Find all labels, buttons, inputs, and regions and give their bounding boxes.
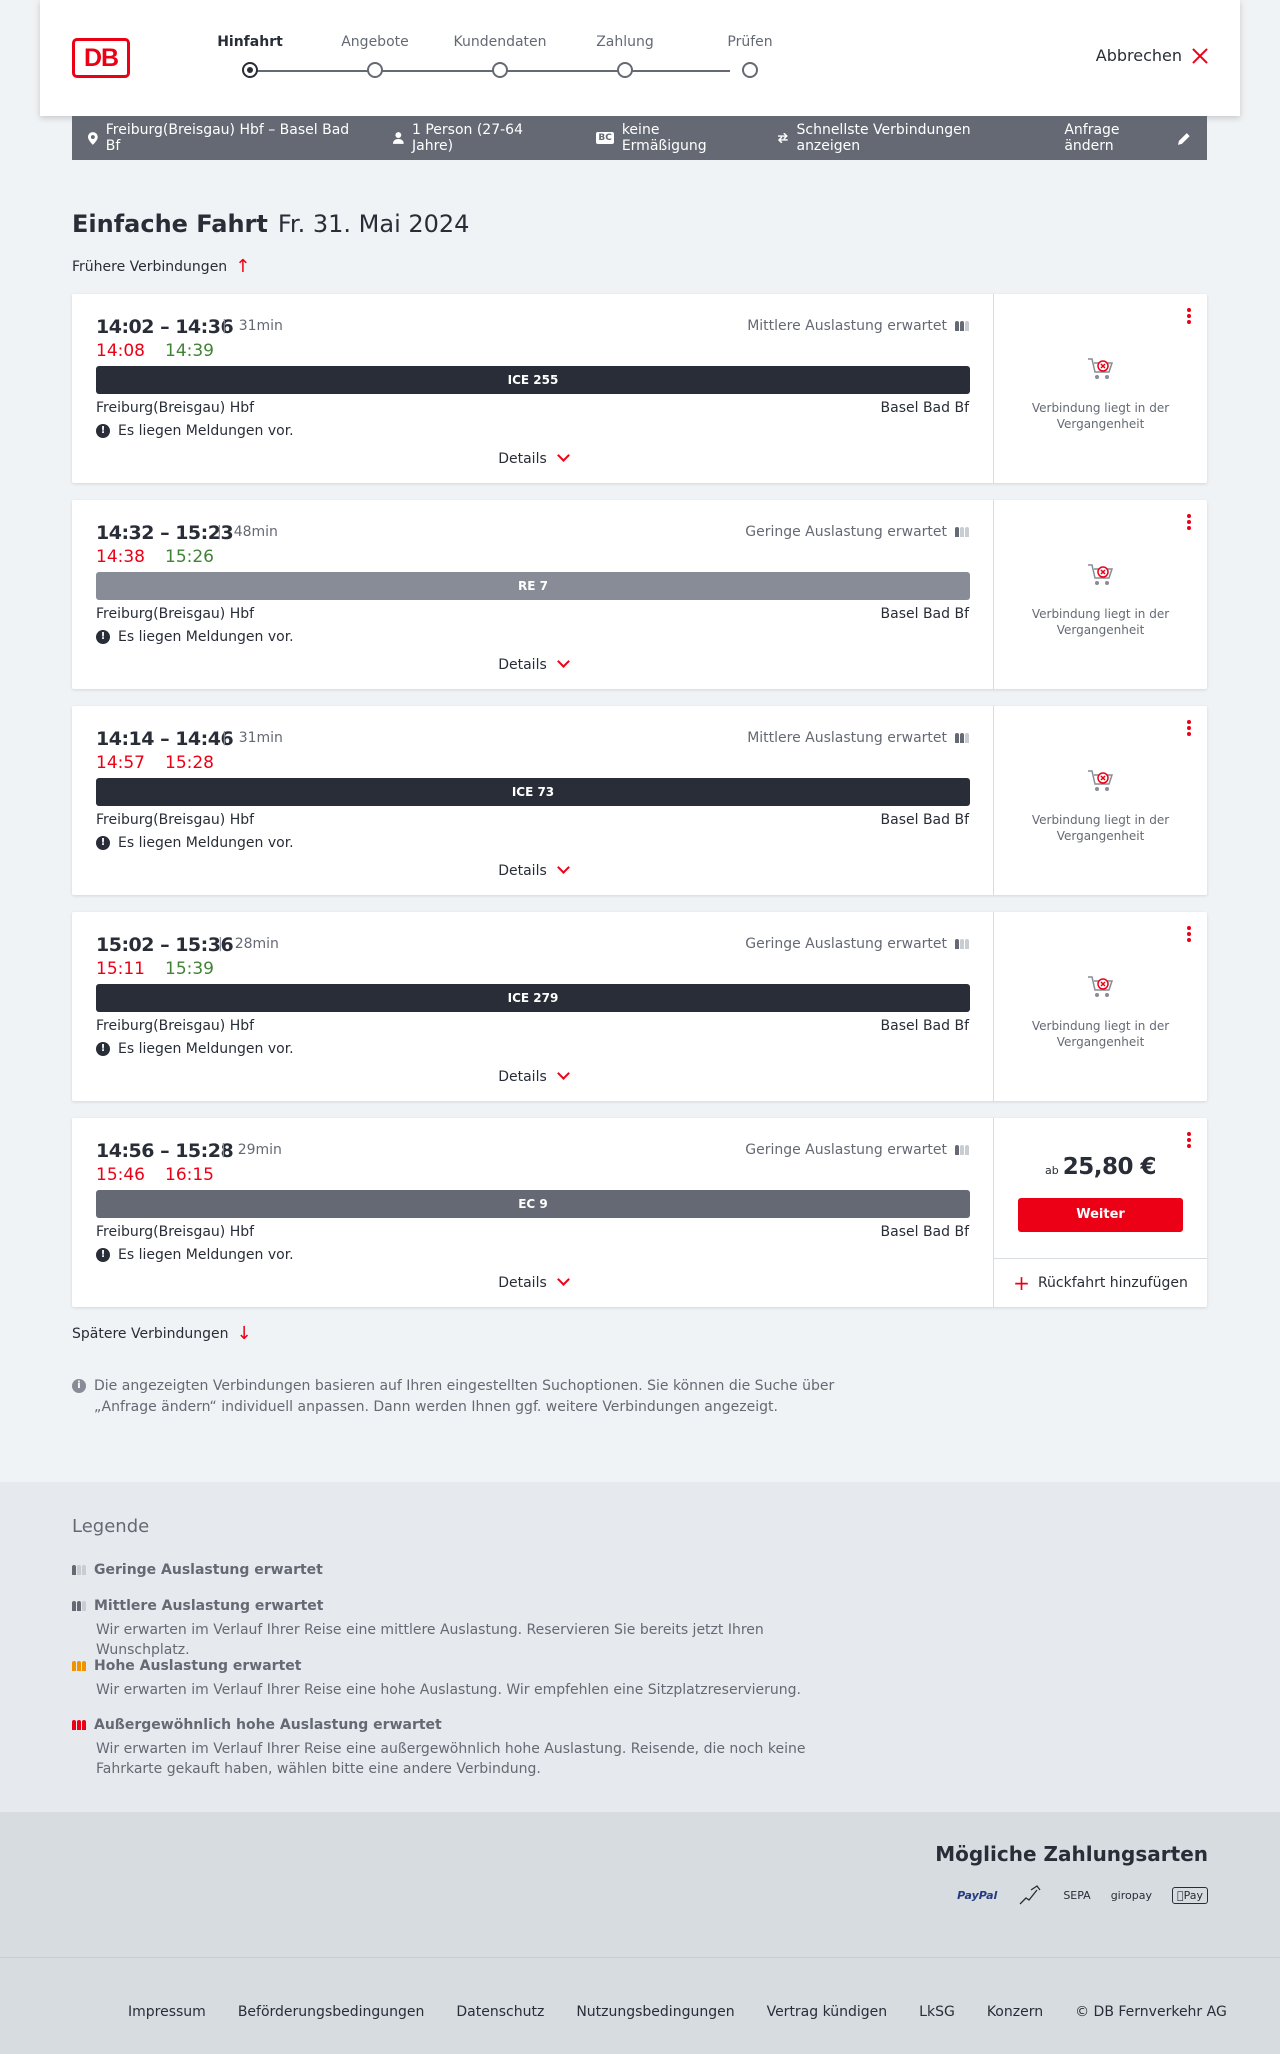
departure-station: Freiburg(Breisgau) Hbf [96,606,255,622]
realtime-arrival: 15:39 [165,959,214,979]
duration: | 31min [222,318,283,334]
train-bar: ICE 73 [96,778,970,806]
occupancy-info [747,318,969,334]
price [994,1154,1207,1180]
chevron-down-icon [557,861,570,874]
realtime-departure: 14:38 [96,547,145,567]
apple-pay-icon [1172,1887,1208,1904]
legend-item-desc: Wir erwarten im Verlauf Ihrer Reise eine außergewöhnlich hohe Auslastung. Reisende, die noch keine Fahrkarte gekauft haben, wählen bitte eine andere Verbindung. [96,1741,806,1777]
details-label: Details [498,657,547,673]
more-options-icon[interactable] [1187,926,1191,942]
train-bar: RE 7 [96,572,970,600]
connection-card [72,500,1207,689]
step-dot [367,62,383,78]
past-connection-text: Verbindung liegt in der Vergangenheit [1031,813,1170,843]
apple-pay-label: Pay [1183,1888,1203,1902]
more-options-icon[interactable] [1187,308,1191,324]
occupancy-info [745,936,969,952]
chevron-down-icon [557,1067,570,1080]
footer-links [128,2004,1227,2020]
occupancy-low-icon [955,939,969,949]
discount-text: keine Ermäßigung [621,122,707,154]
legend-section [0,1482,1280,1812]
planned-times: 15:02 – 15:36 [96,934,234,956]
realtime-departure: 15:46 [96,1165,145,1185]
step-zahlung [563,34,687,78]
realtime-times [96,341,214,361]
fastest-text: Schnellste Verbindungen anzeigen [796,122,971,154]
notice-text: Es liegen Meldungen vor. [118,1041,294,1057]
swap-arrows-icon [777,133,789,143]
occupancy-text: Mittlere Auslastung erwartet [747,318,947,334]
train-bar: ICE 279 [96,984,970,1012]
departure-station: Freiburg(Breisgau) Hbf [96,1018,255,1034]
offer-panel [994,294,1207,483]
occupancy-low-icon [955,527,969,537]
chevron-down-icon [557,449,570,462]
legend-item-desc: Wir erwarten im Verlauf Ihrer Reise eine hohe Auslastung. Wir empfehlen eine Sitzplatzreservierung. [96,1682,801,1698]
step-pruefen [688,34,812,78]
past-connection-text: Verbindung liegt in der Vergangenheit [1031,1019,1170,1049]
occupancy-text: Mittlere Auslastung erwartet [747,730,947,746]
notice [96,629,294,645]
planned-times: 14:02 – 14:36 [96,316,234,338]
footer-link-konzern[interactable]: Konzern [986,2004,1044,2020]
connection-card [72,294,1207,483]
planned-times: 14:14 – 14:46 [96,728,234,750]
arrival-station: Basel Bad Bf [880,812,969,828]
step-label: Hinfahrt [217,34,283,50]
giropay-icon: giropay [1110,1888,1152,1902]
legend-item-medium [72,1598,852,1660]
credit-card-hand-icon [1017,1884,1043,1906]
change-request-button[interactable] [1064,122,1191,154]
close-icon [1192,48,1208,64]
train-bar: ICE 255 [96,366,970,394]
payment-methods-section [0,1812,1280,1957]
planned-times: 14:56 – 15:28 [96,1140,234,1162]
occupancy-text: Geringe Auslastung erwartet [745,1142,947,1158]
occupancy-medium-icon [72,1601,86,1611]
occupancy-low-icon [72,1565,86,1575]
fastest-option [777,122,1033,154]
details-toggle[interactable] [72,1069,994,1085]
traveller-text: 1 Person (27-64 Jahre) [411,122,523,154]
legend-item-title: Außergewöhnlich hohe Auslastung erwartet [94,1717,442,1733]
price-value: 25,80 € [1062,1154,1156,1180]
details-label: Details [498,863,547,879]
footer [0,1957,1280,2054]
payment-icons [957,1884,1208,1906]
duration: | 31min [222,730,283,746]
occupancy-text: Geringe Auslastung erwartet [745,936,947,952]
continue-button[interactable]: Weiter [1018,1198,1183,1232]
more-options-icon[interactable] [1187,720,1191,736]
person-icon [393,132,404,144]
footer-link-datenschutz[interactable]: Datenschutz [456,2004,545,2020]
occupancy-high-icon [72,1661,86,1671]
cart-unavailable-icon [1086,562,1116,588]
connection-main[interactable] [72,294,994,483]
offer-panel [994,912,1207,1101]
realtime-times [96,1165,214,1185]
notice-text: Es liegen Meldungen vor. [118,1247,294,1263]
step-label: Prüfen [727,34,773,50]
duration: | 48min [217,524,278,540]
footer-link-lksg[interactable]: LkSG [919,2004,955,2020]
occupancy-extreme-icon [72,1720,86,1730]
alert-icon: ! [96,836,110,850]
notice-text: Es liegen Meldungen vor. [118,835,294,851]
more-options-icon[interactable] [1187,1132,1191,1148]
notice [96,1041,294,1057]
notice-text: Es liegen Meldungen vor. [118,629,294,645]
traveller-summary [393,122,564,154]
realtime-arrival: 15:26 [165,547,214,567]
notice [96,1247,294,1263]
departure-station: Freiburg(Breisgau) Hbf [96,400,255,416]
train-bar: EC 9 [96,1190,970,1218]
change-request-label: Anfrage ändern [1064,122,1120,154]
chevron-down-icon [557,1273,570,1286]
more-options-icon[interactable] [1187,514,1191,530]
pencil-icon [1178,132,1191,145]
discount-summary [596,122,744,154]
occupancy-medium-icon [955,321,969,331]
step-angebote [313,34,437,78]
duration: | 29min [221,1142,282,1158]
occupancy-low-icon [955,1145,969,1155]
legend-item-title: Geringe Auslastung erwartet [94,1562,323,1578]
details-label: Details [498,1275,547,1291]
legend-item-desc: Wir erwarten im Verlauf Ihrer Reise eine mittlere Auslastung. Reservieren Sie bereits jetzt Ihren Wunschplatz. [96,1622,764,1658]
notice [96,423,294,439]
cancel-label: Abbrechen [1095,46,1182,65]
later-label: Spätere Verbindungen [72,1326,229,1342]
page-title [72,210,469,238]
note-text: Die angezeigten Verbindungen basieren auf Ihren eingestellten Suchoptionen. Sie können die Suche über „Anfrage ändern“ individuell anpassen. Dann werden Ihnen ggf. weitere Verbindungen angezeigt. [94,1378,835,1415]
footer-copyright: © DB Fernverkehr AG [1075,2004,1227,2020]
arrival-station: Basel Bad Bf [880,1018,969,1034]
connection-main[interactable] [72,500,994,689]
cart-unavailable-icon [1086,768,1116,794]
connection-main[interactable] [72,912,994,1101]
connection-card [72,912,1207,1101]
trip-date: Fr. 31. Mai 2024 [277,210,470,238]
connection-card [72,1118,1207,1307]
notice [96,835,294,851]
occupancy-medium-icon [955,733,969,743]
realtime-arrival: 16:15 [165,1165,214,1185]
occupancy-info [745,1142,969,1158]
cart-unavailable-icon [1086,356,1116,382]
realtime-departure: 14:57 [96,753,145,773]
db-logo[interactable]: DB [72,38,130,78]
alert-icon: ! [96,424,110,438]
realtime-times [96,753,214,773]
step-hinfahrt [188,34,312,78]
past-connection-text: Verbindung liegt in der Vergangenheit [1031,607,1170,637]
details-label: Details [498,451,547,467]
header [40,0,1240,116]
alert-icon: ! [96,630,110,644]
realtime-times [96,547,214,567]
duration: | 28min [218,936,279,952]
location-pin-icon [88,132,98,145]
search-summary-bar [72,116,1207,160]
bahncard-icon: BC [598,133,612,143]
past-connection-text: Verbindung liegt in der Vergangenheit [1031,401,1170,431]
add-return-label: Rückfahrt hinzufügen [1037,1275,1188,1291]
details-toggle[interactable] [72,863,994,879]
arrival-station: Basel Bad Bf [880,1224,969,1240]
step-label: Zahlung [596,34,654,50]
legend-item-low [72,1562,852,1578]
realtime-times [96,959,214,979]
cancel-button[interactable] [1096,46,1208,65]
sepa-icon: SEPA [1063,1888,1091,1902]
step-label: Kundendaten [453,34,547,50]
payment-title: Mögliche Zahlungsarten [935,1842,1208,1866]
legend-item-high [72,1658,852,1700]
alert-icon: ! [96,1042,110,1056]
booking-stepper [190,34,790,84]
departure-station: Freiburg(Breisgau) Hbf [96,1224,255,1240]
notice-text: Es liegen Meldungen vor. [118,423,294,439]
connection-main[interactable] [72,706,994,895]
trip-type: Einfache Fahrt [72,210,268,238]
details-toggle[interactable] [72,657,994,673]
footer-link-impressum[interactable]: Impressum [128,2004,206,2020]
chevron-down-icon [557,655,570,668]
occupancy-text: Geringe Auslastung erwartet [745,524,947,540]
details-toggle[interactable] [72,1275,994,1291]
connection-card [72,706,1207,895]
cart-unavailable-icon [1086,974,1116,1000]
step-kundendaten [438,34,562,78]
connection-main[interactable] [72,1118,994,1307]
arrow-up-icon: ↑ [235,256,251,277]
step-dot [742,62,758,78]
legend-item-extreme [72,1717,852,1779]
arrival-station: Basel Bad Bf [880,606,969,622]
step-dot [617,62,633,78]
step-label: Angebote [341,34,409,50]
legend-item-title: Mittlere Auslastung erwartet [94,1598,324,1614]
alert-icon: ! [96,1248,110,1262]
legend-item-title: Hohe Auslastung erwartet [94,1658,302,1674]
occupancy-info [747,730,969,746]
footer-link-vertrag-kuendigen[interactable]: Vertrag kündigen [766,2004,888,2020]
route-text: Freiburg(Breisgau) Hbf – Basel Bad Bf [105,122,350,154]
details-toggle[interactable] [72,451,994,467]
add-return-button[interactable] [994,1258,1207,1307]
price-prefix: ab [1045,1164,1059,1177]
paypal-icon: PayPal [957,1888,998,1902]
offer-panel [994,500,1207,689]
realtime-arrival: 15:28 [165,753,214,773]
plus-icon: + [1013,1271,1030,1295]
earlier-connections-link[interactable] [72,258,250,276]
footer-link-nutzungsbedingungen[interactable]: Nutzungsbedingungen [576,2004,735,2020]
legend-title: Legende [72,1516,150,1537]
arrow-down-icon: ↓ [236,1323,252,1344]
info-icon: i [72,1379,86,1393]
arrival-station: Basel Bad Bf [880,400,969,416]
realtime-arrival: 14:39 [165,341,214,361]
step-dot [242,62,258,78]
occupancy-info [745,524,969,540]
route-summary [88,122,361,154]
footer-link-befoerderungsbedingungen[interactable]: Beförderungsbedingungen [237,2004,425,2020]
offer-panel [994,1118,1207,1307]
later-connections-link[interactable] [72,1325,252,1343]
offer-panel [994,706,1207,895]
search-info-note [72,1376,852,1418]
realtime-departure: 15:11 [96,959,145,979]
realtime-departure: 14:08 [96,341,145,361]
planned-times: 14:32 – 15:23 [96,522,234,544]
departure-station: Freiburg(Breisgau) Hbf [96,812,255,828]
earlier-label: Frühere Verbindungen [72,259,228,275]
details-label: Details [498,1069,547,1085]
step-dot [492,62,508,78]
